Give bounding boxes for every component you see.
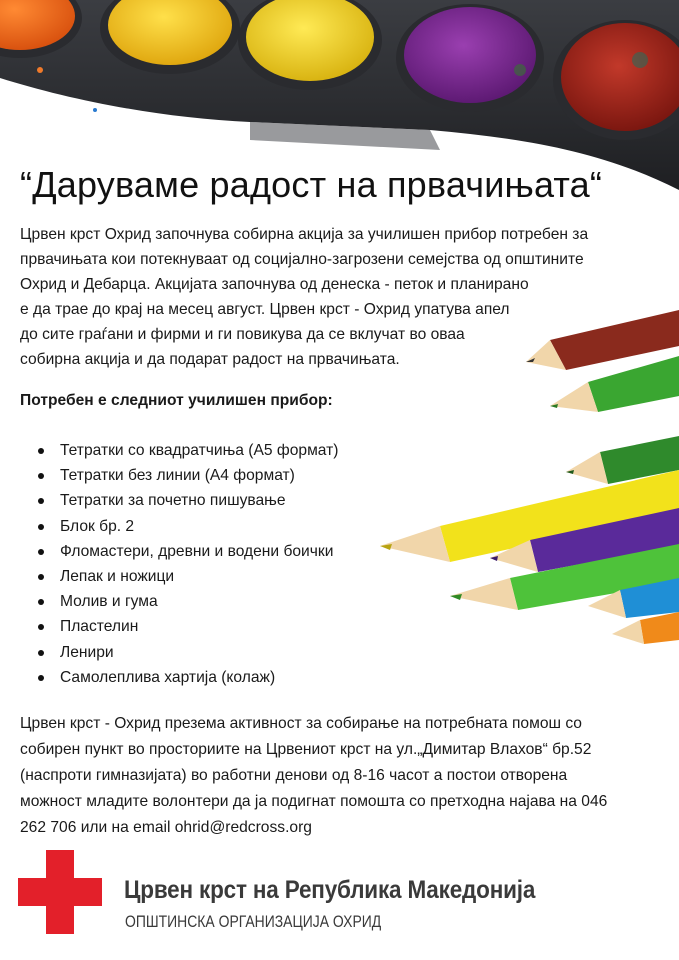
- closing-paragraph: [20, 711, 670, 841]
- organization-name: Црвен крст на Република Македонија: [124, 876, 536, 904]
- intro-line: првачињата кои потекнуваат од социјално-загрозени семејства од општините: [20, 251, 584, 268]
- closing-line: (наспроти гимназијата) во работни денови од 8-16 часот а постои отворена: [20, 767, 568, 784]
- closing-line: собирен пункт во просториите на Црвениот крст на ул.„Димитар Влахов“ бр.52: [20, 741, 592, 758]
- closing-line: Црвен крст - Охрид презема активност за собирање на потребната помош со: [20, 715, 582, 732]
- intro-line: Црвен крст Охрид започнува собирна акција за училишен прибор потребен за: [20, 226, 589, 243]
- intro-paragraph: [20, 222, 660, 372]
- list-item: Фломастери, древни и водени боички: [38, 539, 338, 564]
- list-item: Блок бр. 2: [38, 514, 338, 539]
- list-item: Тетратки без линии (А4 формат): [38, 463, 338, 488]
- list-item: Лепак и ножици: [38, 564, 338, 589]
- list-item: Тетратки со квадратчиња (А5 формат): [38, 438, 338, 463]
- supplies-list: [38, 438, 338, 690]
- intro-line: до сите граѓани и фирми и ги повикува да се вклучат во оваа: [20, 326, 465, 343]
- closing-line: можност младите волонтери да ја подигнат помошта со претходна најава на 046: [20, 793, 608, 810]
- closing-line: 262 706 или на email ohrid@redcross.org: [20, 819, 312, 836]
- list-item: Ленири: [38, 640, 338, 665]
- organization-subtitle: ОПШТИНСКА ОРГАНИЗАЦИЈА ОХРИД: [125, 912, 382, 931]
- intro-line: е да трае до крај на месец август. Црвен крст - Охрид упатува апел: [20, 301, 510, 318]
- list-item: Тетратки за почетно пишување: [38, 488, 338, 513]
- intro-line: собирна акција и да подарат радост на првачињата.: [20, 351, 400, 368]
- supplies-heading: Потребен е следниот училишен прибор:: [20, 392, 333, 409]
- intro-line: Охрид и Дебарца. Акцијата започнува од денеска - петок и планирано: [20, 276, 529, 293]
- list-item: Пластелин: [38, 614, 338, 639]
- page-title: “Даруваме радост на првачињата“: [20, 164, 603, 205]
- red-cross-logo-icon: [18, 850, 102, 934]
- list-item: Молив и гума: [38, 589, 338, 614]
- list-item: Самолеплива хартија (колаж): [38, 665, 338, 690]
